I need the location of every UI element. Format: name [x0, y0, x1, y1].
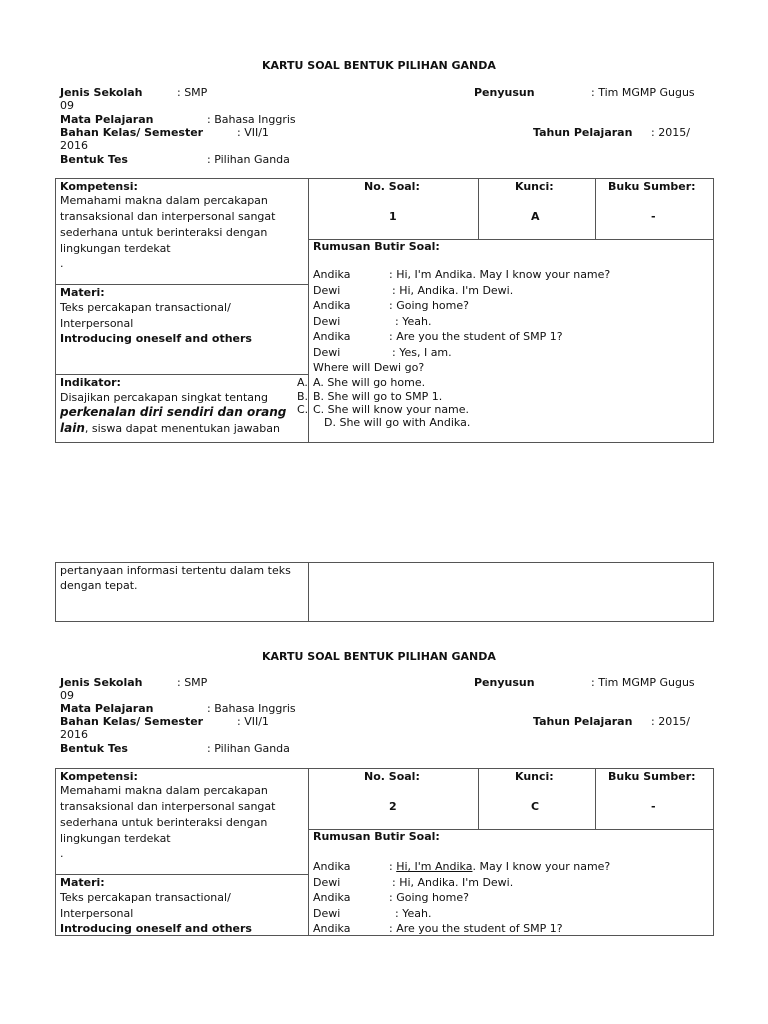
dialog-speaker: Dewi	[313, 315, 341, 328]
no-soal-value: 1	[389, 210, 397, 223]
materi-label: Materi:	[60, 286, 105, 299]
jenis-sekolah-label: Jenis Sekolah	[60, 676, 143, 689]
bentuk-tes-value: : Pilihan Ganda	[207, 742, 290, 755]
table-divider	[595, 178, 596, 240]
kompetensi-text: .	[60, 847, 64, 860]
answer-option-d: D. She will go with Andika.	[324, 416, 471, 429]
table-divider	[308, 768, 309, 936]
penyusun-value: : Tim MGMP Gugus	[591, 676, 695, 689]
penyusun-label: Penyusun	[474, 676, 535, 689]
dialog-speaker: Andika	[313, 330, 351, 343]
mata-pelajaran-value: : Bahasa Inggris	[207, 702, 296, 715]
no-soal-value: 2	[389, 800, 397, 813]
kunci-label: Kunci:	[515, 180, 554, 193]
question-text: Where will Dewi go?	[313, 361, 425, 374]
indikator-continuation: pertanyaan informasi tertentu dalam teks	[60, 564, 291, 577]
card-title: KARTU SOAL BENTUK PILIHAN GANDA	[262, 59, 496, 72]
kompetensi-text: Memahami makna dalam percakapan	[60, 784, 268, 797]
table-divider	[308, 562, 309, 622]
dialog-line: : Are you the student of SMP 1?	[389, 330, 563, 343]
jenis-sekolah-value: : SMP	[177, 86, 208, 99]
dialog-line: : Yeah.	[395, 315, 432, 328]
kompetensi-label: Kompetensi:	[60, 180, 138, 193]
table-divider	[478, 768, 479, 829]
dialog-rest: . May I know your name?	[472, 860, 611, 873]
materi-topic: Introducing oneself and others	[60, 332, 252, 345]
answer-option-b: B. She will go to SMP 1.	[313, 390, 443, 403]
rumusan-label: Rumusan Butir Soal:	[313, 830, 440, 843]
dialog-line: : Hi, I'm Andika. May I know your name?	[389, 268, 611, 281]
tahun-pelajaran-value: : 2015/	[651, 126, 690, 139]
kompetensi-text: transaksional dan interpersonal sangat	[60, 800, 276, 813]
no-soal-label: No. Soal:	[364, 180, 420, 193]
kunci-label: Kunci:	[515, 770, 554, 783]
dialog-line: : Yes, I am.	[392, 346, 452, 359]
indikator-text-line3	[60, 422, 280, 435]
bentuk-tes-label: Bentuk Tes	[60, 742, 128, 755]
mata-pelajaran-label: Mata Pelajaran	[60, 702, 154, 715]
bahan-kelas-value: : VII/1	[237, 715, 269, 728]
table-divider	[55, 374, 308, 375]
kompetensi-text: sederhana untuk berinteraksi dengan	[60, 226, 268, 239]
materi-text: Interpersonal	[60, 317, 134, 330]
jenis-sekolah-wrap: 09	[60, 99, 74, 112]
jenis-sekolah-wrap: 09	[60, 689, 74, 702]
indikator-italic: perkenalan diri sendiri dan orang	[60, 405, 287, 419]
kompetensi-text: lingkungan terdekat	[60, 832, 171, 845]
indikator-text: Disajikan percakapan singkat tentang	[60, 391, 268, 404]
kompetensi-text: sederhana untuk berinteraksi dengan	[60, 816, 268, 829]
buku-sumber-value: -	[651, 210, 656, 223]
answer-option-a: A. She will go home.	[313, 376, 426, 389]
tahun-pelajaran-label: Tahun Pelajaran	[533, 126, 633, 139]
materi-text: Teks percakapan transactional/	[60, 301, 231, 314]
kompetensi-label: Kompetensi:	[60, 770, 138, 783]
buku-sumber-value: -	[651, 800, 656, 813]
tahun-pelajaran-wrap: 2016	[60, 139, 88, 152]
option-letter-overflow: B.	[297, 390, 309, 403]
kompetensi-text: transaksional dan interpersonal sangat	[60, 210, 276, 223]
tahun-pelajaran-wrap: 2016	[60, 728, 88, 741]
dialog-line: : Hi, Andika. I'm Dewi.	[392, 876, 514, 889]
materi-topic: Introducing oneself and others	[60, 922, 252, 935]
dialog-speaker: Dewi	[313, 346, 341, 359]
bahan-kelas-label: Bahan Kelas/ Semester	[60, 126, 204, 139]
jenis-sekolah-label: Jenis Sekolah	[60, 86, 143, 99]
dialog-speaker: Andika	[313, 891, 351, 904]
dialog-underlined: Hi, I'm Andika	[396, 860, 473, 873]
bentuk-tes-label: Bentuk Tes	[60, 153, 128, 166]
indikator-label: Indikator:	[60, 376, 121, 389]
materi-text: Interpersonal	[60, 907, 134, 920]
penyusun-value: : Tim MGMP Gugus	[591, 86, 695, 99]
dialog-speaker: Andika	[313, 922, 351, 935]
option-letter-overflow: C.	[297, 403, 309, 416]
dialog-line: : Going home?	[389, 891, 469, 904]
mata-pelajaran-value: : Bahasa Inggris	[207, 113, 296, 126]
no-soal-label: No. Soal:	[364, 770, 420, 783]
indikator-italic: lain	[60, 421, 85, 435]
bahan-kelas-value: : VII/1	[237, 126, 269, 139]
answer-option-c: C. She will know your name.	[313, 403, 470, 416]
bahan-kelas-label: Bahan Kelas/ Semester	[60, 715, 204, 728]
table-divider	[55, 284, 308, 285]
dialog-line: : Are you the student of SMP 1?	[389, 922, 563, 935]
kunci-value: A	[531, 210, 540, 223]
mata-pelajaran-label: Mata Pelajaran	[60, 113, 154, 126]
dialog-line: : Hi, Andika. I'm Dewi.	[392, 284, 514, 297]
dialog-line: : Going home?	[389, 299, 469, 312]
dialog-speaker: Dewi	[313, 876, 341, 889]
table-divider	[55, 874, 308, 875]
materi-text: Teks percakapan transactional/	[60, 891, 231, 904]
jenis-sekolah-value: : SMP	[177, 676, 208, 689]
rumusan-label: Rumusan Butir Soal:	[313, 240, 440, 253]
indikator-continuation: dengan tepat.	[60, 579, 138, 592]
penyusun-label: Penyusun	[474, 86, 535, 99]
tahun-pelajaran-value: : 2015/	[651, 715, 690, 728]
dialog-speaker: Dewi	[313, 907, 341, 920]
dialog-colon: :	[389, 860, 397, 873]
kompetensi-text: .	[60, 257, 64, 270]
kompetensi-text: Memahami makna dalam percakapan	[60, 194, 268, 207]
kunci-value: C	[531, 800, 540, 813]
dialog-speaker: Andika	[313, 299, 351, 312]
dialog-line: : Yeah.	[395, 907, 432, 920]
option-letter-overflow: A.	[297, 376, 308, 389]
table-divider	[478, 178, 479, 240]
bentuk-tes-value: : Pilihan Ganda	[207, 153, 290, 166]
dialog-line	[389, 860, 610, 873]
indikator-text: , siswa dapat menentukan jawaban	[84, 422, 280, 435]
dialog-speaker: Dewi	[313, 284, 341, 297]
card-title: KARTU SOAL BENTUK PILIHAN GANDA	[262, 650, 496, 663]
materi-label: Materi:	[60, 876, 105, 889]
dialog-speaker: Andika	[313, 860, 351, 873]
table-divider	[595, 768, 596, 829]
kompetensi-text: lingkungan terdekat	[60, 242, 171, 255]
buku-sumber-label: Buku Sumber:	[608, 770, 696, 783]
buku-sumber-label: Buku Sumber:	[608, 180, 696, 193]
tahun-pelajaran-label: Tahun Pelajaran	[533, 715, 633, 728]
dialog-speaker: Andika	[313, 268, 351, 281]
